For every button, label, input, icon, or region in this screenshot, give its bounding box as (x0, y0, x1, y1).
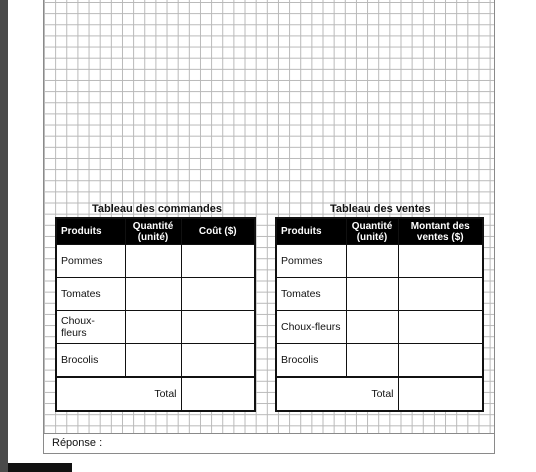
sales-table-title: Tableau des ventes (330, 203, 431, 215)
orders-total-label: Total (56, 377, 181, 411)
table-row (276, 311, 483, 344)
sales-product-cell: Tomates (276, 278, 346, 311)
orders-table (55, 217, 256, 412)
orders-table-title: Tableau des commandes (92, 203, 223, 215)
orders-product-cell: Brocolis (56, 344, 125, 378)
orders-product-cell: Pommes (56, 245, 125, 278)
orders-header-products: Produits (56, 218, 125, 245)
orders-quantity-cell[interactable] (125, 278, 181, 311)
orders-quantity-cell[interactable] (125, 344, 181, 378)
answer-label: Réponse : (52, 437, 103, 449)
sales-product-cell: Brocolis (276, 344, 346, 378)
sales-quantity-cell[interactable] (346, 344, 398, 378)
table-row (56, 311, 255, 344)
table-row (276, 344, 483, 378)
table-row (56, 344, 255, 378)
table-row (276, 245, 483, 278)
orders-quantity-cell[interactable] (125, 245, 181, 278)
sales-amount-cell[interactable] (398, 311, 483, 344)
orders-total-cell[interactable] (181, 377, 255, 411)
orders-product-cell: Tomates (56, 278, 125, 311)
orders-cost-cell[interactable] (181, 344, 255, 378)
orders-quantity-cell[interactable] (125, 311, 181, 344)
table-row (56, 245, 255, 278)
table-row (276, 377, 483, 411)
table-row (276, 278, 483, 311)
sales-quantity-cell[interactable] (346, 311, 398, 344)
table-row (56, 377, 255, 411)
viewer-bottom-tab (8, 463, 72, 472)
orders-cost-cell[interactable] (181, 245, 255, 278)
sales-header-amount: Montant des ventes ($) (398, 218, 483, 245)
sales-quantity-cell[interactable] (346, 245, 398, 278)
viewer-left-edge (0, 0, 8, 472)
sales-amount-cell[interactable] (398, 245, 483, 278)
sales-quantity-cell[interactable] (346, 278, 398, 311)
orders-cost-cell[interactable] (181, 311, 255, 344)
sales-total-label: Total (276, 377, 398, 411)
table-row (56, 278, 255, 311)
sales-product-cell: Choux-fleurs (276, 311, 346, 344)
sales-header-products: Produits (276, 218, 346, 245)
sales-amount-cell[interactable] (398, 344, 483, 378)
answer-box[interactable] (43, 433, 495, 454)
sales-header-quantity: Quantité (unité) (346, 218, 398, 245)
orders-cost-cell[interactable] (181, 278, 255, 311)
orders-product-cell: Choux-fleurs (56, 311, 125, 344)
orders-header-quantity: Quantité (unité) (125, 218, 181, 245)
sales-table (275, 217, 484, 412)
sales-product-cell: Pommes (276, 245, 346, 278)
sales-total-cell[interactable] (398, 377, 483, 411)
sales-amount-cell[interactable] (398, 278, 483, 311)
orders-header-cost: Coût ($) (181, 218, 255, 245)
